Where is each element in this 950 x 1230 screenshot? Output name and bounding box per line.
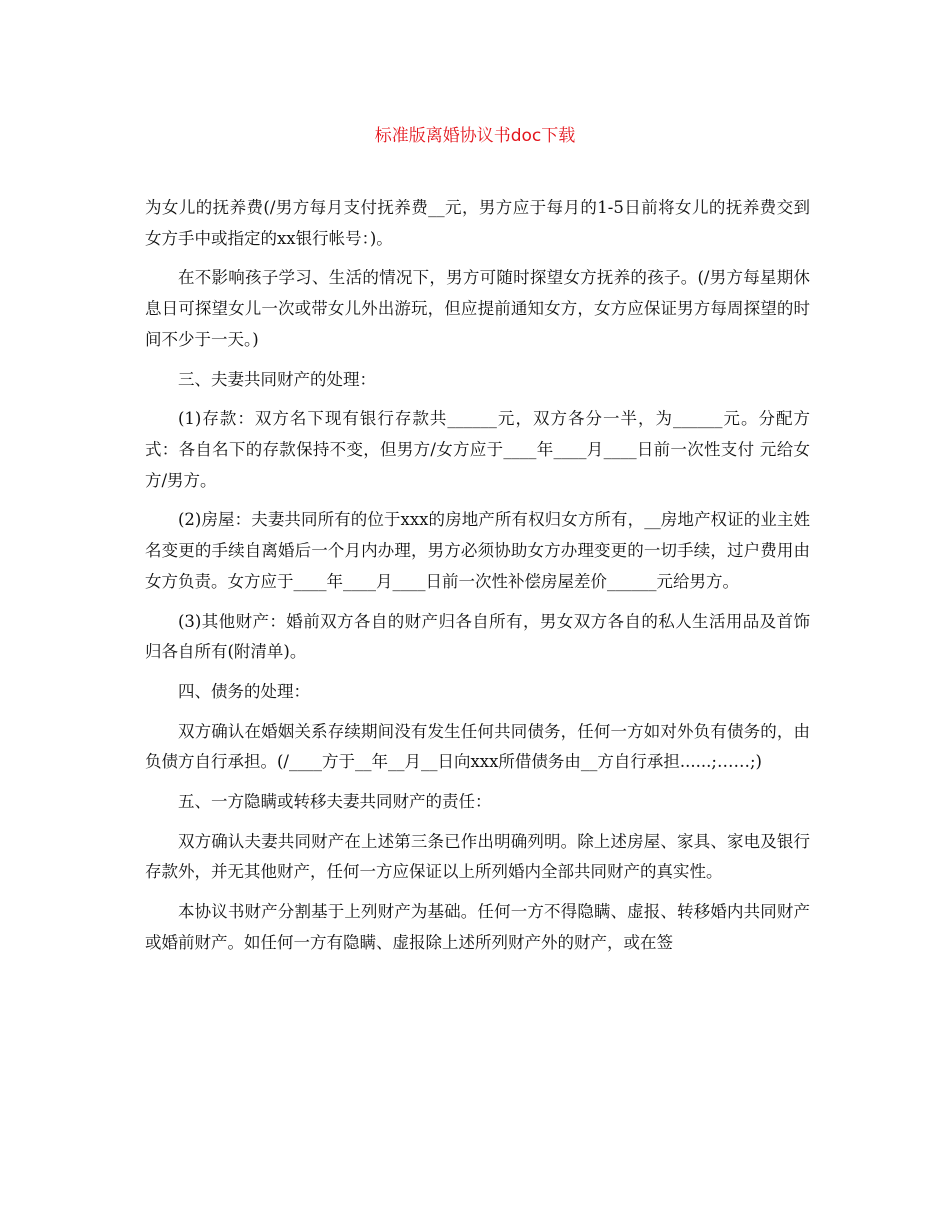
document-title: 标准版离婚协议书doc下载 [374,126,576,146]
paragraph-child-support-continued: 为女儿的抚养费(/男方每月支付抚养费__元，男方应于每月的1-5日前将女儿的抚养费交到女方手中或指定的xx银行帐号：)。 [145,198,810,248]
section-heading-debts: 四、债务的处理： [178,681,310,701]
paragraph-deposits: (1)存款：双方名下现有银行存款共______元，双方各分一半，为______元。分配方式：各自名下的存款保持不变，但男方/女方应于____年____月____日前一次性支付 元给女方/男方。 [145,409,810,490]
section-heading-concealment: 五、一方隐瞒或转移夫妻共同财产的责任： [178,791,492,811]
section-heading-property: 三、夫妻共同财产的处理： [178,369,376,389]
paragraph-other-property: (3)其他财产：婚前双方各自的财产归各自所有，男女双方各自的私人生活用品及首饰归各自所有(附清单)。 [145,611,810,662]
paragraph-debts: 双方确认在婚姻关系存续期间没有发生任何共同债务，任何一方如对外负有债务的，由负债方自行承担。(/____方于__年__月__日向xxx所借债务由__方自行承担......;……;) [145,721,810,772]
paragraph-property-division-basis: 本协议书财产分割基于上列财产为基础。任何一方不得隐瞒、虚报、转移婚内共同财产或婚前财产。如任何一方有隐瞒、虚报除上述所列财产外的财产，或在签 [145,901,810,952]
paragraph-visitation: 在不影响孩子学习、生活的情况下，男方可随时探望女方抚养的孩子。(/男方每星期休息日可探望女儿一次或带女儿外出游玩，但应提前通知女方，女方应保证男方每周探望的时间不少于一天。) [145,268,810,349]
document-body [145,193,810,967]
paragraph-housing: (2)房屋：夫妻共同所有的位于xxx的房地产所有权归女方所有，__房地产权证的业主姓名变更的手续自离婚后一个月内办理，男方必须协助女方办理变更的一切手续，过户费用由女方负责。女方应于____年____月____日前一次性补偿房屋差价______元给男方。 [145,510,810,591]
paragraph-property-confirmation: 双方确认夫妻共同财产在上述第三条已作出明确列明。除上述房屋、家具、家电及银行存款外，并无其他财产，任何一方应保证以上所列婚内全部共同财产的真实性。 [145,831,810,882]
